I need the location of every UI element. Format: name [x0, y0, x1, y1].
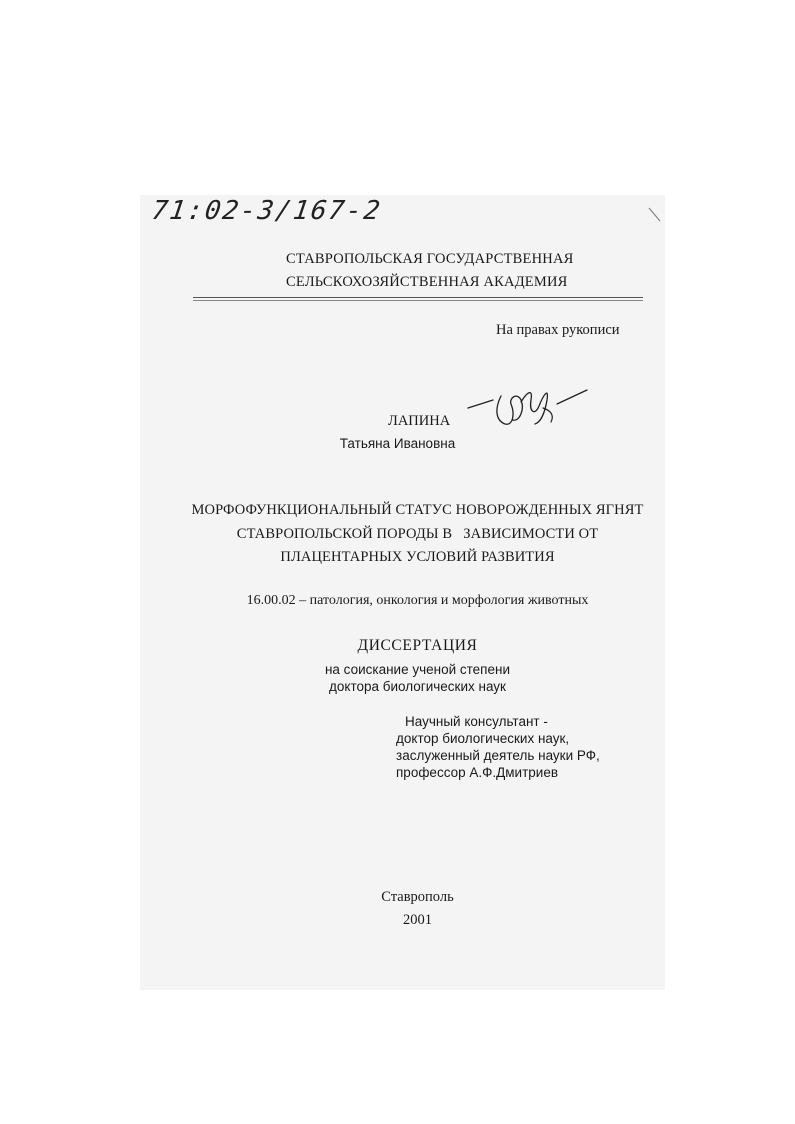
manuscript-rights-note: На правах рукописи — [496, 322, 620, 338]
author-surname: ЛАПИНА — [388, 413, 451, 429]
author-given-names: Татьяна Ивановна — [339, 436, 456, 451]
scan-corner-mark — [648, 207, 662, 223]
year: 2001 — [403, 912, 432, 928]
consultant-line3: заслуженный деятель науки РФ, — [396, 748, 600, 763]
dissertation-title-line3: ПЛАЦЕНТАРНЫХ УСЛОВИЙ РАЗВИТИЯ — [280, 549, 555, 565]
header-divider-top — [193, 297, 643, 298]
archive-code-handwritten: 71:02-3/167-2 — [149, 196, 384, 226]
academy-name-line2: СЕЛЬСКОХОЗЯЙСТВЕННАЯ АКАДЕМИЯ — [286, 274, 568, 290]
city: Ставрополь — [381, 889, 454, 905]
header-divider-bottom — [193, 300, 643, 301]
academy-name-line1: СТАВРОПОЛЬСКАЯ ГОСУДАРСТВЕННАЯ — [286, 251, 574, 267]
consultant-line4: профессор А.Ф.Дмитриев — [396, 765, 559, 780]
author-signature — [465, 378, 595, 438]
degree-line2: доктора биологических наук — [329, 679, 506, 694]
consultant-line1: Научный консультант - — [405, 714, 548, 729]
specialty-code: 16.00.02 – патология, онкология и морфология животных — [246, 593, 589, 608]
degree-line1: на соискание ученой степени — [324, 662, 511, 677]
consultant-line2: доктор биологических наук, — [396, 731, 570, 746]
dissertation-title-line1: МОРФОФУНКЦИОНАЛЬНЫЙ СТАТУС НОВОРОЖДЕННЫХ ЯГНЯТ — [191, 502, 644, 518]
document-type: ДИССЕРТАЦИЯ — [357, 637, 478, 654]
dissertation-title-line2: СТАВРОПОЛЬСКОЙ ПОРОДЫ В ЗАВИСИМОСТИ ОТ — [236, 526, 599, 542]
